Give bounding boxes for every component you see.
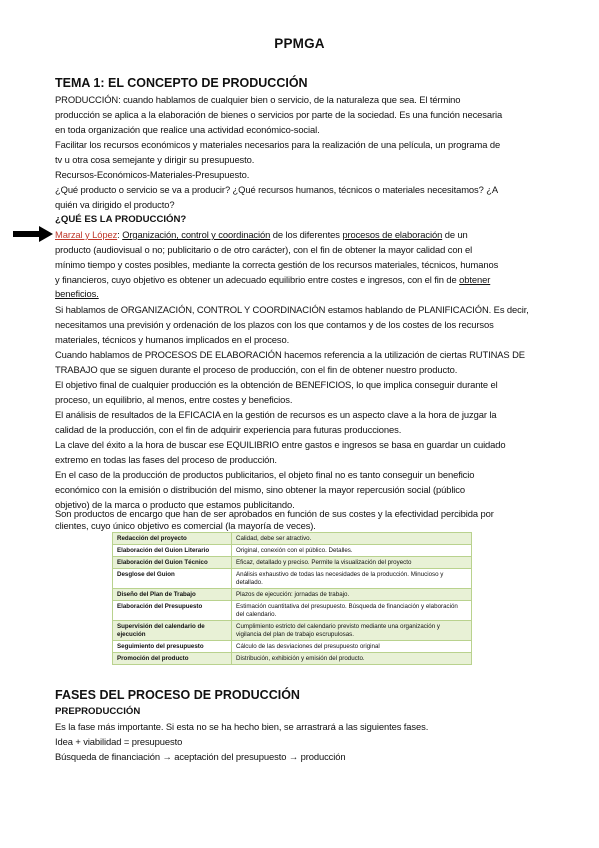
body-line: proceso, un equilibrio, al menos, entre costes y beneficios.: [55, 394, 293, 405]
body-line: En el caso de la producción de productos publicitarios, el objeto final no es tanto conseguir un beneficio: [55, 469, 475, 480]
tema-heading: TEMA 1: EL CONCEPTO DE PRODUCCIÓN: [55, 76, 308, 90]
table-row: [113, 545, 472, 557]
table-row: [113, 533, 472, 545]
table-cell-task: Elaboración del Presupuesto: [113, 601, 232, 621]
body-line: calidad de la producción, con el fin de adquirir experiencia para futuras producciones.: [55, 424, 402, 435]
intro-line: Recursos-Económicos-Materiales-Presupuesto.: [55, 169, 250, 180]
body-line: Si hablamos de ORGANIZACIÓN, CONTROL Y COORDINACIÓN estamos hablando de PLANIFICACIÓN. Es decir,: [55, 304, 529, 315]
document-title: PPMGA: [274, 36, 325, 51]
body-line: El análisis de resultados de la EFICACIA en la gestión de recursos es un aspecto clave a la hora de juzgar la: [55, 409, 497, 420]
body-line: extremo en todas las fases del proceso de producción.: [55, 454, 277, 465]
table-cell-description: Análisis exhaustivo de todas las necesidades de la producción. Minucioso y detallado.: [232, 569, 472, 589]
table-cell-task: Elaboración del Guion Literario: [113, 545, 232, 557]
underlined-term: Organización, control y coordinación: [122, 229, 271, 240]
table-cell-task: Seguimiento del presupuesto: [113, 641, 232, 653]
definition-line: [55, 227, 468, 242]
production-tasks-table: [112, 532, 472, 665]
fase-line: Idea + viabilidad = presupuesto: [55, 736, 183, 747]
table-row: [113, 601, 472, 621]
definition-line: producto (audiovisual o no; publicitario o de otro carácter), con el fin de obtener la mayor calidad con el: [55, 244, 473, 255]
table-row: [113, 589, 472, 601]
preproduccion-heading: PREPRODUCCIÓN: [55, 706, 141, 717]
intro-line: producción se aplica a la elaboración de bienes o servicios por parte de la sociedad. Es una función necesaria: [55, 109, 503, 120]
table-row: [113, 569, 472, 589]
body-line: materiales, técnicos y humanos implicados en el proceso.: [55, 334, 290, 345]
table-cell-description: Eficaz, detallado y preciso. Permite la visualización del proyecto: [232, 557, 472, 569]
table-cell-description: Estimación cuantitativa del presupuesto. Búsqueda de financiación y elaboración del calendario.: [232, 601, 472, 621]
text-span: y financieros, cuyo objetivo es obtener un adecuado equilibrio entre costes e ingresos, con el fin de: [55, 274, 460, 285]
fase-line: Búsqueda de financiación → aceptación del presupuesto → producción: [55, 751, 346, 762]
underlined-term: obtener: [459, 274, 491, 285]
table-row: [113, 557, 472, 569]
text-span: de los diferentes: [270, 229, 343, 240]
fase-line: Es la fase más importante. Si esta no se ha hecho bien, se arrastrará a las siguientes fases.: [55, 721, 429, 732]
intro-line: ¿Qué producto o servicio se va a producir? ¿Qué recursos humanos, técnicos o materiales necesitamos? ¿A: [55, 184, 499, 195]
table-cell-description: Plazos de ejecución: jornadas de trabajo.: [232, 589, 472, 601]
body-line: Son productos de encargo que han de ser aprobados en función de sus costes y la efectividad percibida por: [55, 508, 494, 519]
intro-line: en toda organización que realice una actividad económico-social.: [55, 124, 320, 135]
table-cell-description: Cumplimiento estricto del calendario previsto mediante una organización y vigilancia del plan de trabajo escrupulosas.: [232, 621, 472, 641]
author-name: Marzal y López: [55, 229, 118, 240]
body-line: El objetivo final de cualquier producción es la obtención de BENEFICIOS, lo que implica conseguir durante el: [55, 379, 498, 390]
table-cell-description: Original, conexión con el público. Detalles.: [232, 545, 472, 557]
text-span: :: [117, 229, 123, 240]
table-row: [113, 653, 472, 665]
table-cell-task: Supervisión del calendario de ejecución: [113, 621, 232, 641]
definition-line: mínimo tiempo y costes posibles, mediante la correcta gestión de los recursos materiales, técnicos, humanos: [55, 259, 499, 270]
table-cell-task: Redacción del proyecto: [113, 533, 232, 545]
intro-line: quién va dirigido el producto?: [55, 199, 175, 210]
intro-line: tv u otra cosa semejante y dirigir su presupuesto.: [55, 154, 255, 165]
table-cell-task: Diseño del Plan de Trabajo: [113, 589, 232, 601]
definition-line: [55, 272, 490, 287]
table-cell-task: Elaboración del Guion Técnico: [113, 557, 232, 569]
table-cell-description: Distribución, exhibición y emisión del producto.: [232, 653, 472, 665]
fases-heading: FASES DEL PROCESO DE PRODUCCIÓN: [55, 688, 300, 702]
table-cell-description: Calidad, debe ser atractivo.: [232, 533, 472, 545]
body-line: necesitamos una previsión y ordenación de los plazos con los que contamos y de los costes de los recursos: [55, 319, 494, 330]
definition-line: beneficios.: [55, 288, 99, 299]
table-row: [113, 641, 472, 653]
underlined-term: procesos de elaboración: [342, 229, 443, 240]
que-es-heading: ¿QUÉ ES LA PRODUCCIÓN?: [55, 214, 187, 225]
body-line: TRABAJO que se siguen durante el proceso de producción, con el fin de obtener nuestro producto.: [55, 364, 458, 375]
intro-line: PRODUCCIÓN: cuando hablamos de cualquier bien o servicio, de la naturaleza que sea. El término: [55, 94, 461, 105]
body-line: clientes, cuyo único objetivo es comercial (la mayoría de veces).: [55, 520, 316, 531]
body-line: económico con la emisión o distribución del mismo, sino obtener la mayor repercusión social (público: [55, 484, 465, 495]
table-row: [113, 621, 472, 641]
text-span: de un: [442, 229, 468, 240]
body-line: objetivo) de la marca o producto que estamos publicitando.: [55, 499, 295, 510]
table-cell-task: Desglose del Guion: [113, 569, 232, 589]
table-cell-task: Promoción del producto: [113, 653, 232, 665]
right-arrow-icon: [13, 226, 53, 242]
intro-line: Facilitar los recursos económicos y materiales necesarios para la realización de una película, un programa de: [55, 139, 501, 150]
table-cell-description: Cálculo de las desviaciones del presupuesto original: [232, 641, 472, 653]
body-line: La clave del éxito a la hora de buscar ese EQUILIBRIO entre gastos e ingresos se basa en guardar un cuidado: [55, 439, 506, 450]
body-line: Cuando hablamos de PROCESOS DE ELABORACIÓN hacemos referencia a la utilización de ciertas RUTINAS DE: [55, 349, 525, 360]
